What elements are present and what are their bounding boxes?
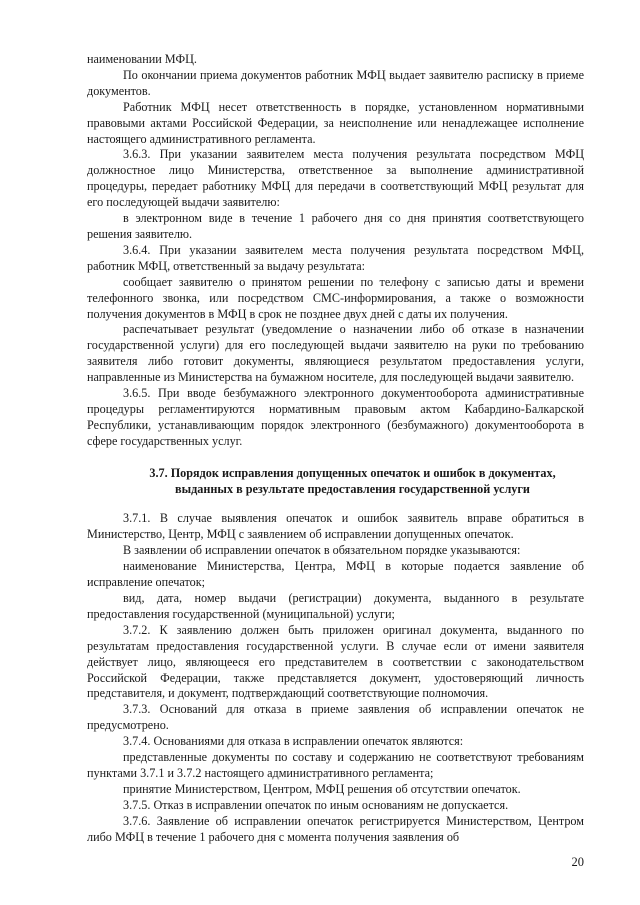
paragraph: 3.7.1. В случае выявления опечаток и ошибок заявитель вправе обратиться в Министерство, Центр, МФЦ с заявлением об исправлении допущенных опечаток. bbox=[87, 511, 584, 542]
text-block-top bbox=[87, 52, 584, 450]
page-number: 20 bbox=[571, 855, 584, 869]
paragraph: 3.7.5. Отказ в исправлении опечаток по иным основаниям не допускается. bbox=[123, 797, 509, 812]
paragraph: в электронном виде в течение 1 рабочего дня со дня принятия соответствующего решения заявителю. bbox=[87, 211, 584, 241]
paragraph: По окончании приема документов работник МФЦ выдает заявителю расписку в приеме документов. bbox=[87, 67, 584, 98]
section-heading: 3.7. Порядок исправления допущенных опечаток и ошибок в документах, выданных в результате предоставления государственной услуги bbox=[149, 465, 556, 496]
text-block-bottom bbox=[87, 511, 584, 845]
paragraph: наименование Министерства, Центра, МФЦ в которые подается заявление об исправление опечаток; bbox=[87, 559, 584, 590]
paragraph: 3.7.4. Основаниями для отказа в исправлении опечаток являются: bbox=[123, 734, 464, 749]
paragraph: вид, дата, номер выдачи (регистрации) документа, выданного в результате предоставления государственной (муниципальной) услуги; bbox=[87, 591, 584, 621]
paragraph: 3.7.3. Оснований для отказа в приеме заявления об исправлении опечаток не предусмотрено. bbox=[87, 702, 584, 733]
paragraph: принятие Министерством, Центром, МФЦ решения об отсутствии опечаток. bbox=[123, 781, 521, 796]
paragraph: сообщает заявителю о принятом решении по телефону с записью даты и времени телефонного звонка, или посредством СМС-информирования, а также о возможности получения документов в МФЦ в срок не позднее двух дней с даты их получения. bbox=[87, 274, 584, 321]
paragraph: представленные документы по составу и содержанию не соответствуют требованиям пунктами 3.7.1 и 3.7.2 настоящего административного регламента; bbox=[87, 750, 584, 780]
paragraph: Работник МФЦ несет ответственность в порядке, установленном нормативными правовыми актами Российской Федерации, за неисполнение или ненадлежащее исполнение настоящего административного регламента. bbox=[87, 99, 584, 146]
paragraph: 3.6.5. При вводе безбумажного электронного документооборота административные процедуры регламентируются нормативным правовым актом Кабардино-Балкарской Республики, устанавливающим порядок электронного (безбумажного) документооборота в сфере государственных услуг. bbox=[87, 386, 584, 448]
paragraph: В заявлении об исправлении опечаток в обязательном порядке указываются: bbox=[123, 543, 521, 558]
paragraph: распечатывает результат (уведомление о назначении либо об отказе в назначении государственной услуги) для его последующей выдачи заявителю на руки по требованию заявителя либо готовит документы, являющиеся результатом предоставления услуги, направленные из Министерства на бумажном носителе, для последующей выдачи заявителю. bbox=[87, 322, 584, 385]
paragraph: наименовании МФЦ. bbox=[87, 52, 197, 66]
paragraph: 3.6.4. При указании заявителем места получения результата посредством МФЦ, работник МФЦ, ответственный за выдачу результата: bbox=[87, 242, 584, 273]
paragraph: 3.7.6. Заявление об исправлении опечаток регистрируется Министерством, Центром либо МФЦ в течение 1 рабочего дня с момента получения заявления об bbox=[87, 813, 584, 844]
paragraph: 3.6.3. При указании заявителем места получения результата посредством МФЦ должностное лицо Министерства, ответственное за выполнение административной процедуры, передает работнику МФЦ для передачи в соответствующий МФЦ результат для его последующей выдачи заявителю: bbox=[87, 147, 584, 210]
paragraph: 3.7.2. К заявлению должен быть приложен оригинал документа, выданного по результатам предоставления государственной услуги. В случае если от имени заявителя действует лицо, являющееся его представителем в соответствии с законодательством Российской Федерации, также представляется документ, удостоверяющий личность представителя, и документ, подтверждающий соответствующие полномочия. bbox=[87, 622, 584, 701]
